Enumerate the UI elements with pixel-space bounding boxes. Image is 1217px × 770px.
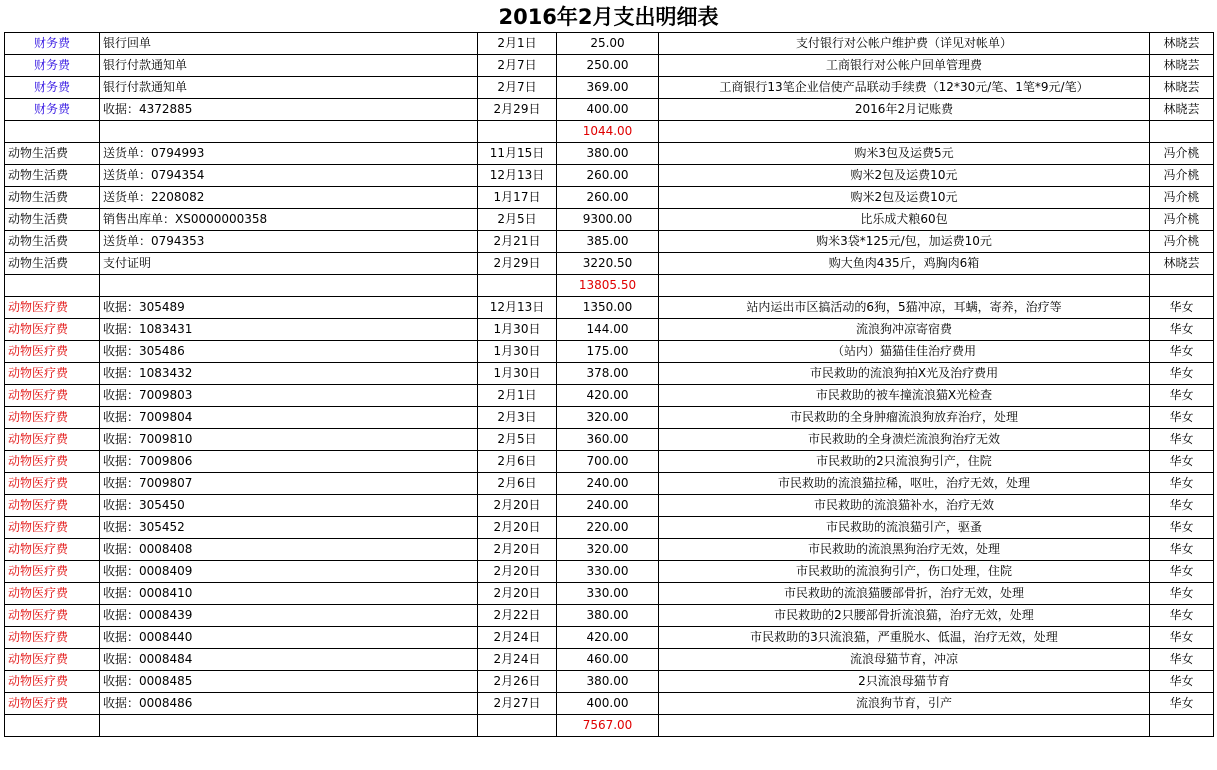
document-cell[interactable]: 银行付款通知单 xyxy=(100,55,478,77)
category-cell[interactable]: 动物医疗费 xyxy=(5,671,100,693)
empty-cell[interactable] xyxy=(100,121,478,143)
category-cell[interactable]: 动物生活费 xyxy=(5,209,100,231)
table-row xyxy=(5,605,1214,627)
empty-cell[interactable] xyxy=(659,121,1150,143)
empty-cell[interactable] xyxy=(659,275,1150,297)
description-cell[interactable]: 购米3袋*125元/包，加运费10元 xyxy=(659,231,1150,253)
date-cell[interactable]: 12月13日 xyxy=(478,297,557,319)
description-cell[interactable]: 市民救助的被车撞流浪猫X光检查 xyxy=(659,385,1150,407)
table-row xyxy=(5,231,1214,253)
table-row xyxy=(5,473,1214,495)
table-row xyxy=(5,649,1214,671)
date-cell[interactable]: 11月15日 xyxy=(478,143,557,165)
description-cell[interactable]: 市民救助的3只流浪猫，严重脱水、低温，治疗无效，处理 xyxy=(659,627,1150,649)
table-row xyxy=(5,671,1214,693)
document-cell[interactable]: 收据：7009804 xyxy=(100,407,478,429)
date-cell[interactable]: 2月29日 xyxy=(478,99,557,121)
description-cell[interactable]: 市民救助的流浪狗拍X光及治疗费用 xyxy=(659,363,1150,385)
date-cell[interactable]: 2月6日 xyxy=(478,473,557,495)
category-cell[interactable]: 动物医疗费 xyxy=(5,517,100,539)
description-cell[interactable]: 购米3包及运费5元 xyxy=(659,143,1150,165)
category-cell[interactable]: 动物医疗费 xyxy=(5,341,100,363)
amount-cell[interactable]: 360.00 xyxy=(557,429,659,451)
amount-cell[interactable]: 220.00 xyxy=(557,517,659,539)
description-cell[interactable]: 购大鱼肉435斤，鸡胸肉6箱 xyxy=(659,253,1150,275)
document-cell[interactable]: 银行付款通知单 xyxy=(100,77,478,99)
amount-cell[interactable]: 420.00 xyxy=(557,627,659,649)
person-cell[interactable]: 林晓芸 xyxy=(1150,33,1214,55)
amount-cell[interactable]: 380.00 xyxy=(557,143,659,165)
description-cell[interactable]: 流浪母猫节育，冲凉 xyxy=(659,649,1150,671)
date-cell[interactable]: 2月20日 xyxy=(478,517,557,539)
empty-cell[interactable] xyxy=(1150,275,1214,297)
date-cell[interactable]: 2月26日 xyxy=(478,671,557,693)
person-cell[interactable]: 冯介桃 xyxy=(1150,143,1214,165)
category-cell[interactable]: 动物医疗费 xyxy=(5,495,100,517)
description-cell[interactable]: （站内）猫猫佳佳治疗费用 xyxy=(659,341,1150,363)
description-cell[interactable]: 市民救助的流浪猫拉稀，呕吐，治疗无效，处理 xyxy=(659,473,1150,495)
amount-cell[interactable]: 700.00 xyxy=(557,451,659,473)
description-cell[interactable]: 比乐成犬粮60包 xyxy=(659,209,1150,231)
document-cell[interactable]: 收据：305489 xyxy=(100,297,478,319)
date-cell[interactable]: 2月5日 xyxy=(478,429,557,451)
empty-cell[interactable] xyxy=(478,715,557,737)
amount-cell[interactable]: 369.00 xyxy=(557,77,659,99)
subtotal-row xyxy=(5,275,1214,297)
table-row xyxy=(5,539,1214,561)
document-cell[interactable]: 收据：0008440 xyxy=(100,627,478,649)
document-cell[interactable]: 收据：305452 xyxy=(100,517,478,539)
date-cell[interactable]: 1月17日 xyxy=(478,187,557,209)
subtotal-cell[interactable]: 1044.00 xyxy=(557,121,659,143)
table-row xyxy=(5,495,1214,517)
table-row xyxy=(5,99,1214,121)
category-cell[interactable]: 动物医疗费 xyxy=(5,363,100,385)
table-row xyxy=(5,429,1214,451)
amount-cell[interactable]: 25.00 xyxy=(557,33,659,55)
amount-cell[interactable]: 175.00 xyxy=(557,341,659,363)
category-cell[interactable]: 动物医疗费 xyxy=(5,583,100,605)
table-row xyxy=(5,55,1214,77)
document-cell[interactable]: 收据：0008410 xyxy=(100,583,478,605)
person-cell[interactable]: 华女 xyxy=(1150,649,1214,671)
date-cell[interactable]: 2月5日 xyxy=(478,209,557,231)
empty-cell[interactable] xyxy=(5,121,100,143)
subtotal-cell[interactable]: 13805.50 xyxy=(557,275,659,297)
description-cell[interactable]: 购米2包及运费10元 xyxy=(659,187,1150,209)
amount-cell[interactable]: 320.00 xyxy=(557,539,659,561)
person-cell[interactable]: 华女 xyxy=(1150,693,1214,715)
description-cell[interactable]: 2只流浪母猫节育 xyxy=(659,671,1150,693)
table-row xyxy=(5,319,1214,341)
table-row xyxy=(5,341,1214,363)
date-cell[interactable]: 2月1日 xyxy=(478,385,557,407)
amount-cell[interactable]: 400.00 xyxy=(557,99,659,121)
amount-cell[interactable]: 460.00 xyxy=(557,649,659,671)
amount-cell[interactable]: 250.00 xyxy=(557,55,659,77)
category-cell[interactable]: 动物医疗费 xyxy=(5,627,100,649)
description-cell[interactable]: 流浪狗节育，引产 xyxy=(659,693,1150,715)
category-cell[interactable]: 动物生活费 xyxy=(5,165,100,187)
person-cell[interactable]: 华女 xyxy=(1150,561,1214,583)
document-cell[interactable]: 收据：7009807 xyxy=(100,473,478,495)
document-cell[interactable]: 送货单：2208082 xyxy=(100,187,478,209)
amount-cell[interactable]: 420.00 xyxy=(557,385,659,407)
amount-cell[interactable]: 240.00 xyxy=(557,473,659,495)
category-cell[interactable]: 动物生活费 xyxy=(5,253,100,275)
person-cell[interactable]: 冯介桃 xyxy=(1150,209,1214,231)
table-row xyxy=(5,363,1214,385)
date-cell[interactable]: 1月30日 xyxy=(478,319,557,341)
date-cell[interactable]: 2月1日 xyxy=(478,33,557,55)
person-cell[interactable]: 华女 xyxy=(1150,297,1214,319)
date-cell[interactable]: 2月22日 xyxy=(478,605,557,627)
amount-cell[interactable]: 3220.50 xyxy=(557,253,659,275)
person-cell[interactable]: 林晓芸 xyxy=(1150,99,1214,121)
description-cell[interactable]: 市民救助的全身肿瘤流浪狗放弃治疗，处理 xyxy=(659,407,1150,429)
document-cell[interactable]: 收据：4372885 xyxy=(100,99,478,121)
category-cell[interactable]: 财务费 xyxy=(5,33,100,55)
description-cell[interactable]: 市民救助的流浪猫补水，治疗无效 xyxy=(659,495,1150,517)
document-cell[interactable]: 收据：7009810 xyxy=(100,429,478,451)
document-cell[interactable]: 收据：0008439 xyxy=(100,605,478,627)
person-cell[interactable]: 华女 xyxy=(1150,451,1214,473)
person-cell[interactable]: 华女 xyxy=(1150,517,1214,539)
description-cell[interactable]: 2016年2月记账费 xyxy=(659,99,1150,121)
person-cell[interactable]: 华女 xyxy=(1150,627,1214,649)
person-cell[interactable]: 华女 xyxy=(1150,583,1214,605)
empty-cell[interactable] xyxy=(5,715,100,737)
empty-cell[interactable] xyxy=(659,715,1150,737)
document-cell[interactable]: 收据：7009806 xyxy=(100,451,478,473)
document-cell[interactable]: 送货单：0794354 xyxy=(100,165,478,187)
amount-cell[interactable]: 378.00 xyxy=(557,363,659,385)
empty-cell[interactable] xyxy=(5,275,100,297)
empty-cell[interactable] xyxy=(100,715,478,737)
table-row xyxy=(5,253,1214,275)
document-cell[interactable]: 收据：0008409 xyxy=(100,561,478,583)
document-cell[interactable]: 收据：1083432 xyxy=(100,363,478,385)
table-row xyxy=(5,517,1214,539)
person-cell[interactable]: 华女 xyxy=(1150,341,1214,363)
empty-cell[interactable] xyxy=(1150,715,1214,737)
date-cell[interactable]: 2月27日 xyxy=(478,693,557,715)
category-cell[interactable]: 动物医疗费 xyxy=(5,297,100,319)
date-cell[interactable]: 2月21日 xyxy=(478,231,557,253)
person-cell[interactable]: 冯介桃 xyxy=(1150,187,1214,209)
document-cell[interactable]: 送货单：0794993 xyxy=(100,143,478,165)
table-row xyxy=(5,187,1214,209)
description-cell[interactable]: 市民救助的流浪狗引产，伤口处理，住院 xyxy=(659,561,1150,583)
table-row xyxy=(5,77,1214,99)
table-row xyxy=(5,693,1214,715)
document-cell[interactable]: 银行回单 xyxy=(100,33,478,55)
sheet-title: 2016年2月支出明细表 xyxy=(498,5,719,29)
person-cell[interactable]: 华女 xyxy=(1150,671,1214,693)
amount-cell[interactable]: 9300.00 xyxy=(557,209,659,231)
amount-cell[interactable]: 240.00 xyxy=(557,495,659,517)
amount-cell[interactable]: 144.00 xyxy=(557,319,659,341)
description-cell[interactable]: 流浪狗冲凉寄宿费 xyxy=(659,319,1150,341)
table-row xyxy=(5,297,1214,319)
category-cell[interactable]: 动物医疗费 xyxy=(5,385,100,407)
date-cell[interactable]: 2月7日 xyxy=(478,55,557,77)
empty-cell[interactable] xyxy=(478,121,557,143)
amount-cell[interactable]: 380.00 xyxy=(557,671,659,693)
table-row xyxy=(5,165,1214,187)
date-cell[interactable]: 2月20日 xyxy=(478,495,557,517)
amount-cell[interactable]: 320.00 xyxy=(557,407,659,429)
category-cell[interactable]: 动物医疗费 xyxy=(5,407,100,429)
document-cell[interactable]: 收据：1083431 xyxy=(100,319,478,341)
amount-cell[interactable]: 385.00 xyxy=(557,231,659,253)
category-cell[interactable]: 动物医疗费 xyxy=(5,451,100,473)
category-cell[interactable]: 财务费 xyxy=(5,55,100,77)
description-cell[interactable]: 工商银行13笔企业信使产品联动手续费（12*30元/笔、1笔*9元/笔） xyxy=(659,77,1150,99)
category-cell[interactable]: 动物医疗费 xyxy=(5,649,100,671)
amount-cell[interactable]: 330.00 xyxy=(557,561,659,583)
table-row xyxy=(5,407,1214,429)
table-row xyxy=(5,143,1214,165)
person-cell[interactable]: 华女 xyxy=(1150,407,1214,429)
description-cell[interactable]: 市民救助的全身溃烂流浪狗治疗无效 xyxy=(659,429,1150,451)
category-cell[interactable]: 动物医疗费 xyxy=(5,473,100,495)
person-cell[interactable]: 冯介桃 xyxy=(1150,165,1214,187)
document-cell[interactable]: 收据：305450 xyxy=(100,495,478,517)
category-cell[interactable]: 动物生活费 xyxy=(5,231,100,253)
subtotal-row xyxy=(5,715,1214,737)
date-cell[interactable]: 2月3日 xyxy=(478,407,557,429)
date-cell[interactable]: 2月20日 xyxy=(478,583,557,605)
person-cell[interactable]: 冯介桃 xyxy=(1150,231,1214,253)
table-row xyxy=(5,33,1214,55)
category-cell[interactable]: 动物医疗费 xyxy=(5,693,100,715)
person-cell[interactable]: 华女 xyxy=(1150,429,1214,451)
person-cell[interactable]: 林晓芸 xyxy=(1150,77,1214,99)
category-cell[interactable]: 动物生活费 xyxy=(5,187,100,209)
description-cell[interactable]: 市民救助的2只腰部骨折流浪猫，治疗无效，处理 xyxy=(659,605,1150,627)
description-cell[interactable]: 支付银行对公帐户维护费（详见对帐单） xyxy=(659,33,1150,55)
category-cell[interactable]: 财务费 xyxy=(5,99,100,121)
document-cell[interactable]: 支付证明 xyxy=(100,253,478,275)
empty-cell[interactable] xyxy=(478,275,557,297)
person-cell[interactable]: 华女 xyxy=(1150,473,1214,495)
document-cell[interactable]: 收据：0008408 xyxy=(100,539,478,561)
date-cell[interactable]: 2月24日 xyxy=(478,649,557,671)
description-cell[interactable]: 市民救助的流浪黑狗治疗无效，处理 xyxy=(659,539,1150,561)
table-row xyxy=(5,627,1214,649)
description-cell[interactable]: 市民救助的流浪猫腰部骨折，治疗无效，处理 xyxy=(659,583,1150,605)
category-cell[interactable]: 动物生活费 xyxy=(5,143,100,165)
table-row xyxy=(5,583,1214,605)
date-cell[interactable]: 2月20日 xyxy=(478,539,557,561)
document-cell[interactable]: 送货单：0794353 xyxy=(100,231,478,253)
amount-cell[interactable]: 400.00 xyxy=(557,693,659,715)
amount-cell[interactable]: 380.00 xyxy=(557,605,659,627)
amount-cell[interactable]: 260.00 xyxy=(557,187,659,209)
person-cell[interactable]: 林晓芸 xyxy=(1150,253,1214,275)
date-cell[interactable]: 2月29日 xyxy=(478,253,557,275)
person-cell[interactable]: 华女 xyxy=(1150,319,1214,341)
person-cell[interactable]: 华女 xyxy=(1150,495,1214,517)
amount-cell[interactable]: 260.00 xyxy=(557,165,659,187)
empty-cell[interactable] xyxy=(1150,121,1214,143)
person-cell[interactable]: 林晓芸 xyxy=(1150,55,1214,77)
date-cell[interactable]: 1月30日 xyxy=(478,341,557,363)
document-cell[interactable]: 销售出库单：XS0000000358 xyxy=(100,209,478,231)
person-cell[interactable]: 华女 xyxy=(1150,539,1214,561)
document-cell[interactable]: 收据：0008484 xyxy=(100,649,478,671)
date-cell[interactable]: 1月30日 xyxy=(478,363,557,385)
category-cell[interactable]: 动物医疗费 xyxy=(5,539,100,561)
date-cell[interactable]: 2月7日 xyxy=(478,77,557,99)
document-cell[interactable]: 收据：0008485 xyxy=(100,671,478,693)
date-cell[interactable]: 2月6日 xyxy=(478,451,557,473)
category-cell[interactable]: 动物医疗费 xyxy=(5,429,100,451)
table-row xyxy=(5,451,1214,473)
amount-cell[interactable]: 1350.00 xyxy=(557,297,659,319)
table-row xyxy=(5,209,1214,231)
description-cell[interactable]: 市民救助的2只流浪狗引产，住院 xyxy=(659,451,1150,473)
subtotal-row xyxy=(5,121,1214,143)
category-cell[interactable]: 动物医疗费 xyxy=(5,319,100,341)
category-cell[interactable]: 动物医疗费 xyxy=(5,561,100,583)
table-row xyxy=(5,561,1214,583)
table-row xyxy=(5,385,1214,407)
amount-cell[interactable]: 330.00 xyxy=(557,583,659,605)
person-cell[interactable]: 华女 xyxy=(1150,605,1214,627)
description-cell[interactable]: 工商银行对公帐户回单管理费 xyxy=(659,55,1150,77)
empty-cell[interactable] xyxy=(100,275,478,297)
description-cell[interactable]: 购米2包及运费10元 xyxy=(659,165,1150,187)
person-cell[interactable]: 华女 xyxy=(1150,363,1214,385)
document-cell[interactable]: 收据：305486 xyxy=(100,341,478,363)
date-cell[interactable]: 12月13日 xyxy=(478,165,557,187)
document-cell[interactable]: 收据：0008486 xyxy=(100,693,478,715)
person-cell[interactable]: 华女 xyxy=(1150,385,1214,407)
category-cell[interactable]: 财务费 xyxy=(5,77,100,99)
description-cell[interactable]: 市民救助的流浪猫引产，驱蚤 xyxy=(659,517,1150,539)
date-cell[interactable]: 2月20日 xyxy=(478,561,557,583)
category-cell[interactable]: 动物医疗费 xyxy=(5,605,100,627)
expense-table xyxy=(4,32,1214,737)
subtotal-cell[interactable]: 7567.00 xyxy=(557,715,659,737)
document-cell[interactable]: 收据：7009803 xyxy=(100,385,478,407)
description-cell[interactable]: 站内运出市区搞活动的6狗，5猫冲凉，耳螨，寄养，治疗等 xyxy=(659,297,1150,319)
date-cell[interactable]: 2月24日 xyxy=(478,627,557,649)
